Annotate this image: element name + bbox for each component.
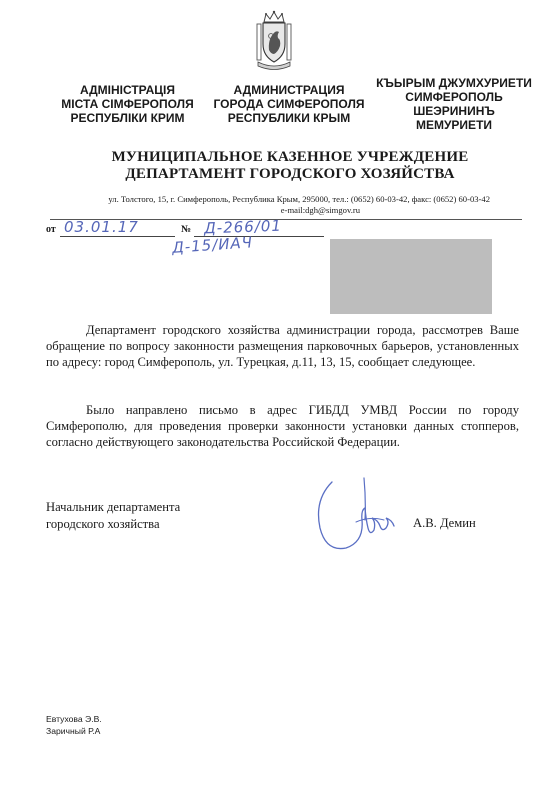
header-line: АДМИНИСТРАЦИЯ	[233, 83, 345, 97]
body-paragraph-2: Было направлено письмо в адрес ГИБДД УМВД России по городу Симферополю, для проведения проверки законности установки данных стопперов, согласно действующего законодательства Российской Федерации.	[46, 403, 519, 450]
organization-title	[60, 149, 520, 183]
header-column-russian	[200, 83, 378, 125]
handwritten-date: 03.01.17	[64, 218, 139, 236]
handwritten-signature	[312, 470, 402, 570]
number-label: №	[181, 224, 192, 235]
contact-address: ул. Толстого, 15, г. Симферополь, Республика Крым, 295000, тел.: (0652) 60-03-42, факс: (0652) 60-03-42	[108, 194, 490, 204]
executor-name: Евтухова Э.В.	[46, 714, 102, 724]
header-line: МЕМУРИЕТИ	[415, 118, 493, 132]
handwritten-number: Д-266/01	[203, 216, 283, 238]
header-line: РЕСПУБЛІКИ КРИМ	[70, 111, 185, 125]
crimea-coat-of-arms-icon	[255, 10, 293, 70]
header-column-crimean-tatar	[370, 76, 538, 132]
date-label: от	[46, 224, 56, 235]
header-line: АДМІНІСТРАЦІЯ	[79, 83, 176, 97]
redacted-addressee	[330, 239, 492, 314]
body-paragraph-1: Департамент городского хозяйства администрации города, рассмотрев Ваше обращение по вопросу законности размещения парковочных барьеров, установленных по адресу: город Симферополь, ул. Турецкая, д.11, 13, 15, сообщает следующее.	[46, 323, 519, 370]
contact-details	[80, 194, 490, 216]
signatory-title-line: Начальник департамента	[46, 500, 181, 514]
organization-title-line: ДЕПАРТАМЕНТ ГОРОДСКОГО ХОЗЯЙСТВА	[125, 166, 455, 182]
signatory-title-line: городского хозяйства	[46, 516, 160, 531]
executors	[46, 713, 102, 737]
executor-name: Заричный Р.А	[46, 726, 101, 736]
header-line: ГОРОДА СИМФЕРОПОЛЯ	[213, 97, 365, 111]
contact-email: e-mail:dgh@simgov.ru	[280, 205, 360, 215]
signatory-title	[46, 499, 180, 532]
header-line: МІСТА СІМФЕРОПОЛЯ	[61, 97, 194, 111]
header-line: СИМФЕРОПОЛЬ	[405, 90, 503, 104]
header-line: ШЕЭРИНИНЪ	[413, 104, 495, 118]
signatory-name: А.В. Демин	[413, 516, 476, 530]
date-underline	[60, 236, 175, 237]
header-line: КЪЫРЫМ ДЖУМХУРИЕТИ	[376, 76, 532, 90]
organization-title-line: МУНИЦИПАЛЬНОЕ КАЗЕННОЕ УЧРЕЖДЕНИЕ	[111, 149, 469, 165]
header-line: РЕСПУБЛИКИ КРЫМ	[227, 111, 351, 125]
handwritten-extra-number: Д-15/ИАЧ	[171, 233, 254, 257]
header-column-ukrainian	[40, 83, 215, 125]
